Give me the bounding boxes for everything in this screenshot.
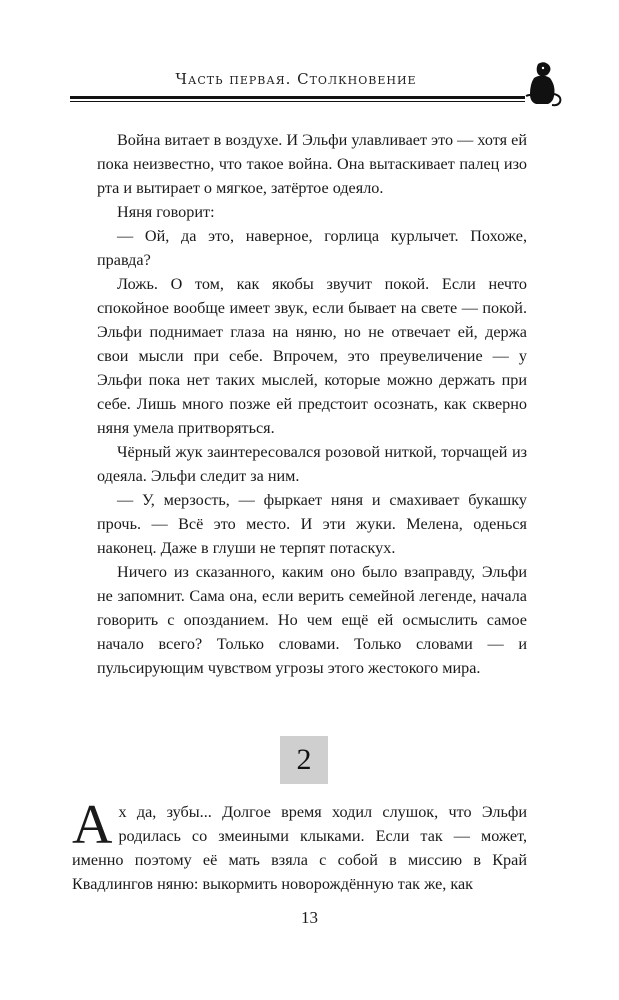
paragraph: Чёрный жук заинтересовался розовой ниткой, торчащей из одеяла. Эльфи следит за ним. [97,443,527,485]
paragraph: Ложь. О том, как якобы звучит покой. Если нечто спокойное вообще имеет звук, если бывает на свете — покой. Эльфи поднимает глаза на няню, но не отвечает ей, держа свои мысли при себе. Впрочем, это преувеличение — у Эльфи пока нет таких мыслей, которые можно держать при себе. Лишь много позже ей предстоит осознать, как скверно няня умела притворяться. [97,275,527,437]
running-head: Часть первая. Столкновение [175,70,417,88]
paragraph: Война витает в воздухе. И Эльфи улавливает это — хотя ей пока неизвестно, что такое война. Она вытаскивает палец изо рта и вытирает о мягкое, затёртое одеяло. [97,131,527,197]
page-number: 13 [301,908,318,927]
header-rule [70,96,525,102]
chapter-opening [72,794,527,896]
seated-monkey-icon [524,58,564,108]
drop-cap: А [72,794,113,856]
chapter-number: 2 [280,736,328,784]
body-text [97,128,527,680]
chapter-first-paragraph: х да, зубы... Долгое время ходил слушок, что Эльфи родилась со змеиными клыками. Если так — может, именно поэтому её мать взяла с собой в миссию в Край Квадлингов няню: выкормить новорождённую так же, как [72,803,527,893]
paragraph: Няня говорит: [117,203,215,221]
paragraph: — Ой, да это, наверное, горлица курлычет. Похоже, правда? [97,227,527,269]
paragraph: — У, мерзость, — фыркает няня и смахивает букашку прочь. — Всё это место. И эти жуки. Мелена, оденься наконец. Даже в глуши не терпят потаскух. [97,491,527,557]
page-header [66,58,546,108]
paragraph: Ничего из сказанного, каким оно было взаправду, Эльфи не запомнит. Сама она, если верить семейной легенде, начала говорить с опозданием. Но чем ещё ей осмыслить самое начало всего? Только словами. Только словами — и пульсирующим чувством угрозы этого жестокого мира. [97,563,527,677]
